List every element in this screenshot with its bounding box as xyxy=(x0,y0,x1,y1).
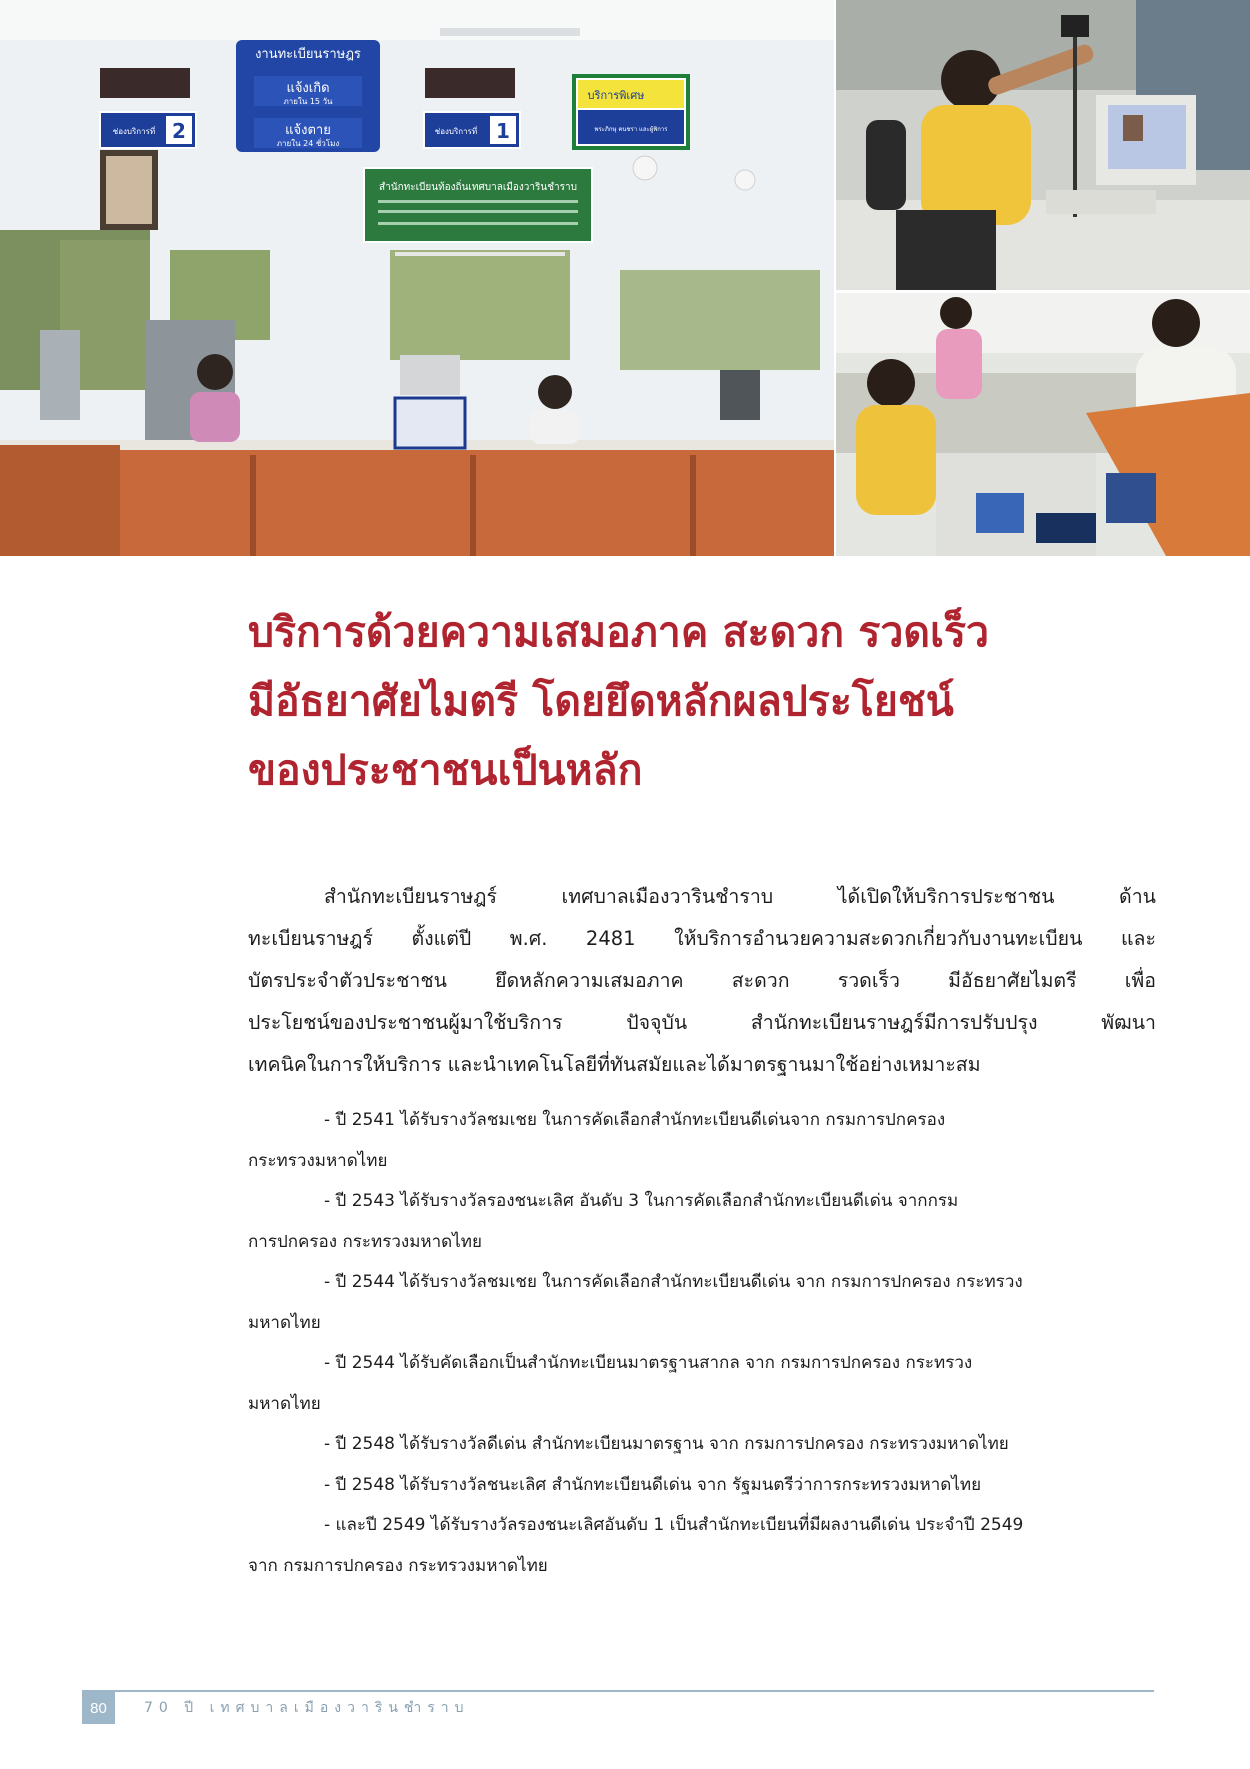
intro-word: รวดเร็ว xyxy=(837,969,900,992)
award-item xyxy=(248,1424,1156,1465)
intro-word: พ.ศ. xyxy=(509,927,548,950)
intro-word: ยึดหลักความเสมอภาค xyxy=(495,969,684,992)
award-line-cont: มหาดไทย xyxy=(248,1312,321,1333)
photo-divider-vertical xyxy=(834,0,836,556)
award-line: - ปี 2541 ได้รับรางวัลชมเชย ในการคัดเลือกสำนักทะเบียนดีเด่นจาก กรมการปกครอง xyxy=(324,1110,946,1130)
page-number: 80 xyxy=(82,1692,115,1724)
intro-line-3 xyxy=(248,960,1156,1002)
awards-list xyxy=(248,1100,1156,1586)
intro-word: สะดวก xyxy=(731,969,790,992)
intro-word: เทศบาลเมืองวารินชำราบ xyxy=(561,885,774,908)
photo-id-card-camera-art xyxy=(836,0,1250,290)
award-line: - ปี 2544 ได้รับคัดเลือกเป็นสำนักทะเบียนมาตรฐานสากล จาก กรมการปกครอง กระทรวง xyxy=(324,1353,973,1373)
intro-word: ประโยชน์ของประชาชนผู้มาใช้บริการ xyxy=(248,1011,563,1034)
award-line: - และปี 2549 ได้รับรางวัลรองชนะเลิศอันดับ 1 เป็นสำนักทะเบียนที่มีผลงานดีเด่น ประจำปี 2549 xyxy=(324,1515,1024,1535)
award-item xyxy=(248,1181,1156,1262)
intro-word: สำนักทะเบียนราษฎร์ xyxy=(324,885,497,908)
sign-birth-sub: ภายใน 15 วัน xyxy=(283,97,333,106)
intro-word: พัฒนา xyxy=(1101,1011,1156,1034)
intro-paragraph xyxy=(248,876,1156,1086)
intro-line-5: เทคนิคในการให้บริการ และนำเทคโนโลยีที่ทันสมัยและได้มาตรฐานมาใช้อย่างเหมาะสม xyxy=(248,1053,981,1076)
footer-rule xyxy=(82,1690,1154,1692)
sign-death: แจ้งตาย xyxy=(285,123,331,138)
sign-death-sub: ภายใน 24 ชั่วโมง xyxy=(276,139,340,148)
intro-line-2 xyxy=(248,918,1156,960)
page-heading xyxy=(248,598,1148,805)
intro-word: ด้าน xyxy=(1119,885,1156,908)
award-line: - ปี 2548 ได้รับรางวัลชนะเลิศ สำนักทะเบียนดีเด่น จาก รัฐมนตรีว่าการกระทรวงมหาดไทย xyxy=(324,1474,982,1495)
heading-line-3: ของประชาชนเป็นหลัก xyxy=(248,746,643,794)
heading-line-2: มีอัธยาศัยไมตรี โดยยึดหลักผลประโยชน์ xyxy=(248,677,954,725)
intro-word: ทะเบียนราษฎร์ xyxy=(248,927,373,950)
photo-divider-horizontal xyxy=(836,290,1250,293)
sign-registration-title: งานทะเบียนราษฎร xyxy=(255,47,361,62)
intro-word: บัตรประจำตัวประชาชน xyxy=(248,969,447,992)
award-line-cont: การปกครอง กระทรวงมหาดไทย xyxy=(248,1231,482,1252)
intro-word: ให้บริการอำนวยความสะดวกเกี่ยวกับงานทะเบียน xyxy=(674,927,1083,950)
photo-registration-office xyxy=(0,0,834,556)
intro-word: 2481 xyxy=(585,927,636,950)
sign-birth: แจ้งเกิด xyxy=(286,81,330,96)
intro-word: ได้เปิดให้บริการประชาชน xyxy=(837,885,1055,908)
office-sign: สำนักทะเบียนท้องถิ่นเทศบาลเมืองวารินชำราบ xyxy=(379,182,577,193)
heading-line-1: บริการด้วยความเสมอภาค สะดวก รวดเร็ว xyxy=(248,608,990,656)
intro-word: สำนักทะเบียนราษฎร์มีการปรับปรุง xyxy=(750,1011,1038,1034)
counter-1-label: ช่องบริการที่ xyxy=(434,127,478,136)
intro-word: และ xyxy=(1120,927,1156,950)
photo-id-card-camera xyxy=(836,0,1250,290)
intro-word: มีอัธยาศัยไมตรี xyxy=(948,969,1077,992)
counter-2-label: ช่องบริการที่ xyxy=(112,127,156,136)
intro-word: ปัจจุบัน xyxy=(626,1011,688,1034)
award-line-cont: กระทรวงมหาดไทย xyxy=(248,1150,388,1171)
special-service-sign: บริการพิเศษ xyxy=(587,89,645,102)
photo-service-counter-art xyxy=(836,293,1250,556)
award-line: - ปี 2548 ได้รับรางวัลดีเด่น สำนักทะเบียนมาตรฐาน จาก กรมการปกครอง กระทรวงมหาดไทย xyxy=(324,1434,1009,1454)
award-line-cont: จาก กรมการปกครอง กระทรวงมหาดไทย xyxy=(248,1555,548,1576)
award-item xyxy=(248,1100,1156,1181)
award-item xyxy=(248,1465,1156,1506)
special-service-sub: พระภิกษุ คนชรา และผู้พิการ xyxy=(594,126,668,133)
photo-service-counter xyxy=(836,293,1250,556)
intro-word: เพื่อ xyxy=(1124,969,1156,992)
award-line: - ปี 2544 ได้รับรางวัลชมเชย ในการคัดเลือกสำนักทะเบียนดีเด่น จาก กรมการปกครอง กระทรวง xyxy=(324,1272,1023,1292)
footer-running-title: 70 ปี เทศบาลเมืองวารินชำราบ xyxy=(144,1700,470,1716)
award-item xyxy=(248,1505,1156,1586)
award-line: - ปี 2543 ได้รับรางวัลรองชนะเลิศ อันดับ 3 ในการคัดเลือกสำนักทะเบียนดีเด่น จากกรม xyxy=(324,1191,959,1211)
counter-2-number: 2 xyxy=(172,119,186,143)
award-item xyxy=(248,1343,1156,1424)
intro-word: ตั้งแต่ปี xyxy=(411,927,472,950)
award-line-cont: มหาดไทย xyxy=(248,1393,321,1414)
award-item xyxy=(248,1262,1156,1343)
counter-1-number: 1 xyxy=(496,119,510,143)
intro-line-4 xyxy=(248,1002,1156,1044)
intro-line-1 xyxy=(248,876,1156,918)
photo-registration-office-art xyxy=(0,0,834,556)
